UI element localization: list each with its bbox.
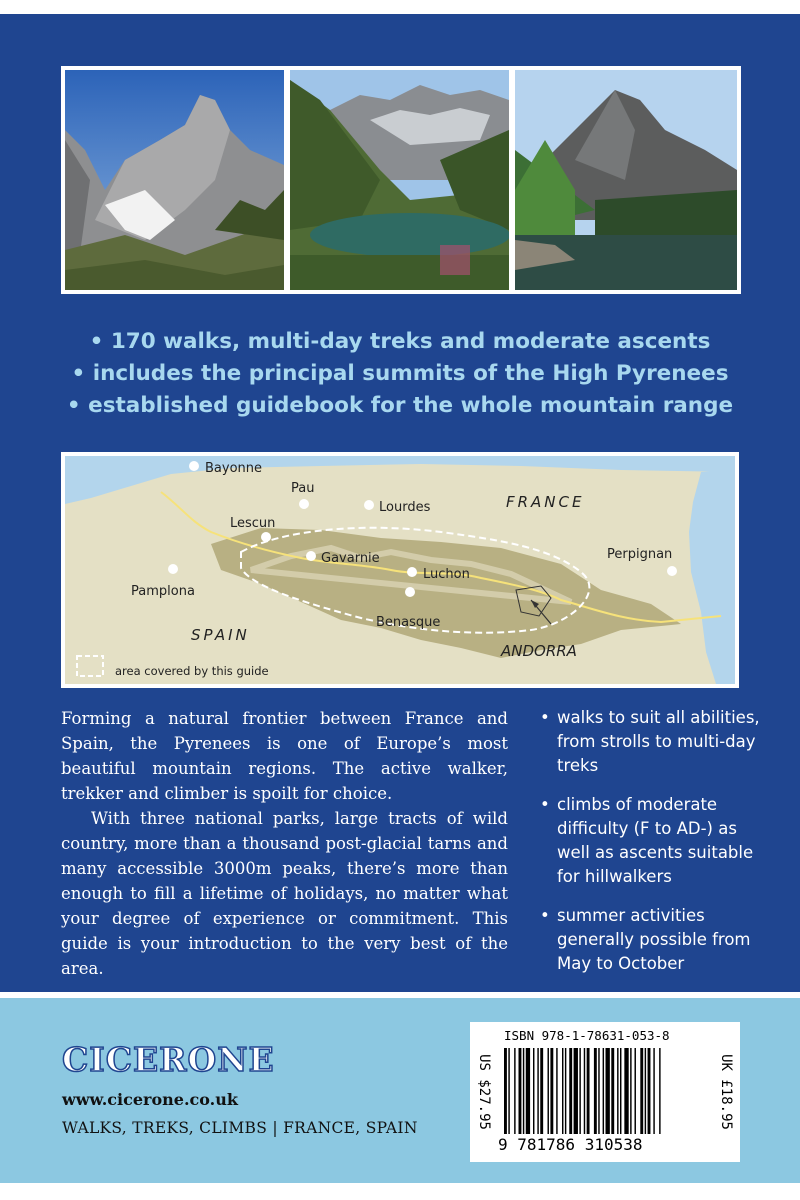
feature-list — [540, 706, 765, 991]
map-dot — [168, 564, 178, 574]
place-label: Luchon — [423, 567, 470, 582]
pyrenees-map — [61, 452, 739, 688]
barcode-box — [470, 1022, 740, 1162]
place-label: Bayonne — [205, 461, 263, 476]
map-legend: area covered by this guide — [115, 664, 269, 678]
photo-strip — [61, 66, 741, 294]
cicerone-logo: CICERONE — [62, 1040, 275, 1079]
feature-item: • summer activities generally possible from May to October — [540, 904, 765, 976]
feature-item: • climbs of moderate difficulty (F to AD-) as well as ascents suitable for hillwalkers — [540, 793, 765, 889]
place-label: Pamplona — [131, 584, 195, 599]
map-dot — [364, 500, 374, 510]
mountain-lake-photo — [515, 70, 737, 290]
place-label: Gavarnie — [321, 551, 380, 566]
map-dot — [306, 551, 316, 561]
us-price: US $27.95 — [476, 1054, 492, 1130]
highlight-item: • 170 walks, multi-day treks and moderate ascents — [89, 329, 711, 354]
map-dot — [667, 566, 677, 576]
place-label: Lescun — [230, 516, 276, 531]
map-dot — [299, 499, 309, 509]
map-dot — [189, 461, 199, 471]
highlight-item: • established guidebook for the whole mountain range — [66, 393, 734, 418]
place-label: Perpignan — [607, 547, 673, 562]
country-label-france: FRANCE — [506, 493, 585, 511]
category-line: WALKS, TREKS, CLIMBS | FRANCE, SPAIN — [62, 1119, 418, 1137]
highlight-item: • includes the principal summits of the High Pyrenees — [71, 361, 729, 386]
place-label: Pau — [291, 481, 315, 496]
country-label-spain: SPAIN — [191, 626, 250, 644]
description-paragraph: With three national parks, large tracts of wild country, more than a thousand post-glacial tarns and many accessible 3000m peaks, there’s more than enough to fill a lifetime of holidays, no matter what your degree of experience or commitment. This guide is your introduction to the very best of the area. — [61, 809, 508, 978]
valley-lake-photo — [290, 70, 509, 290]
highlight-list — [0, 326, 800, 422]
barcode-digits: 9 781786 310538 — [498, 1135, 643, 1154]
map-dot — [261, 532, 271, 542]
barcode-bars — [504, 1048, 704, 1134]
place-label: Lourdes — [379, 500, 431, 515]
description-paragraph: Forming a natural frontier between France and Spain, the Pyrenees is one of Europe’s most beautiful mountain regions. The active walker, trekker and climber is spoilt for choice. — [61, 709, 508, 803]
rocky-peak-photo — [65, 70, 284, 290]
description — [61, 706, 508, 981]
country-label-andorra: ANDORRA — [501, 642, 577, 660]
uk-price: UK £18.95 — [718, 1054, 734, 1130]
back-cover — [0, 14, 800, 992]
publisher-band — [0, 998, 800, 1183]
place-label: Benasque — [376, 615, 441, 630]
map-dot — [405, 587, 415, 597]
feature-item: • walks to suit all abilities, from strolls to multi-day treks — [540, 706, 765, 778]
isbn-text: ISBN 978-1-78631-053-8 — [504, 1028, 670, 1043]
publisher-url: www.cicerone.co.uk — [62, 1090, 238, 1109]
map-dot — [407, 567, 417, 577]
